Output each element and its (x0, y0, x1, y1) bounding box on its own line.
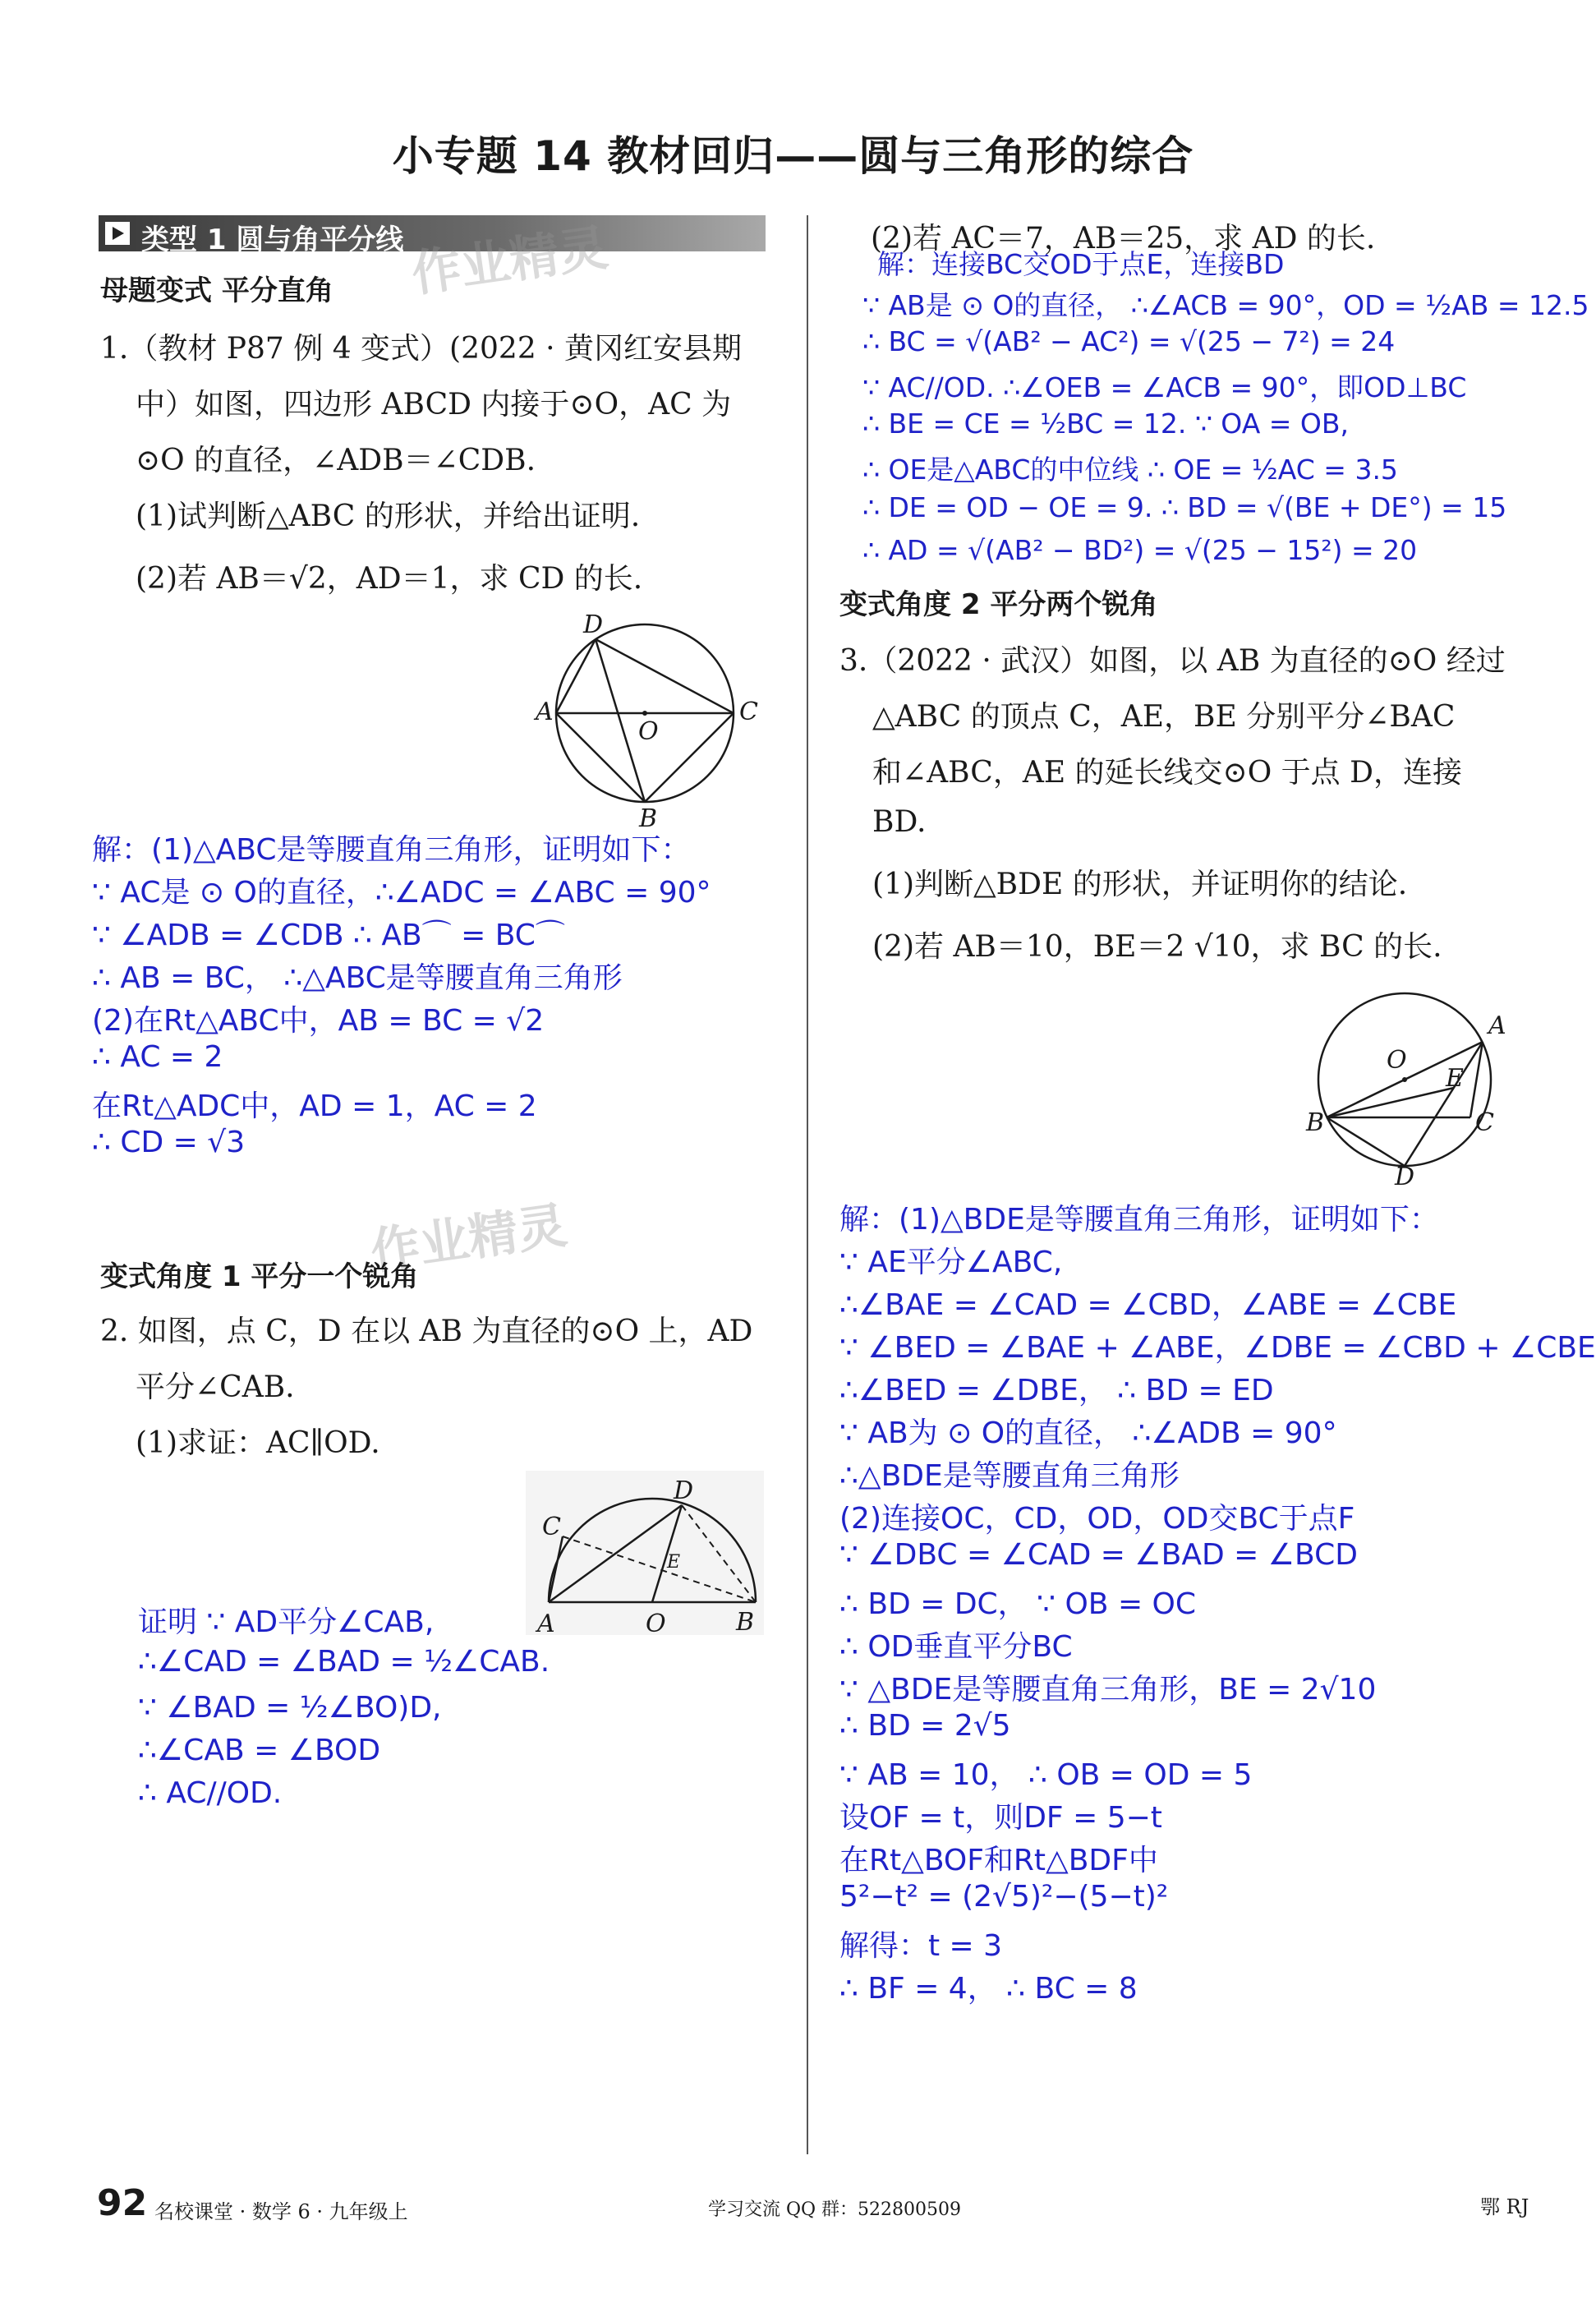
q1-solution-line: (2)在Rt△ABC中，AB = BC = √2 (92, 1004, 545, 1038)
q1-line: 1.（教材 P87 例 4 变式）(2022 · 黄冈红安县期 (100, 332, 743, 366)
subheading-1: 母题变式 平分直角 (100, 274, 333, 307)
watermark: 作业精灵 (366, 1196, 571, 1282)
q1-solution-line: ∵ ∠ADB = ∠CDB ∴ AB⌒ = BC⌒ (92, 919, 565, 952)
q3-line: 和∠ABC，AE 的延长线交⊙O 于点 D，连接 (872, 756, 1462, 790)
fig2-label: A (537, 1610, 555, 1638)
column-divider (807, 215, 808, 2154)
fig1-label: B (639, 804, 658, 833)
q2-part2-solution-line: ∴ OE是△ABC的中位线 ∴ OE = ½AC = 3.5 (862, 454, 1398, 486)
q3-solution-line: (2)连接OC，CD，OD，OD交BC于点F (839, 1502, 1355, 1536)
q2-proof-line: ∴ AC//OD. (138, 1776, 283, 1810)
q3-line: (2)若 AB＝10，BE＝2 √10，求 BC 的长. (872, 930, 1442, 964)
q3-solution-line: ∴ BD = 2√5 (839, 1709, 1011, 1743)
q3-line: (1)判断△BDE 的形状，并证明你的结论. (872, 868, 1408, 901)
page-number: 92 (97, 2182, 148, 2224)
q3-solution-line: ∴∠BED = ∠DBE， ∴ BD = ED (839, 1374, 1274, 1407)
qq-group: 学习交流 QQ 群：522800509 (708, 2199, 962, 2220)
q2-line: 2. 如图，点 C，D 在以 AB 为直径的⊙O 上，AD (100, 1315, 753, 1348)
fig2-label: E (667, 1552, 681, 1573)
q3-solution-line: ∵ AE平分∠ABC, (839, 1246, 1063, 1279)
fig3-label: O (1387, 1046, 1407, 1075)
q3-line: BD. (872, 805, 927, 839)
q2-part2-solution-line: ∴ AD = √(AB² − BD²) = √(25 − 15²) = 20 (862, 534, 1418, 566)
q2-proof-line: 证明 ∵ AD平分∠CAB, (138, 1605, 435, 1639)
fig1-label: A (536, 698, 554, 726)
q3-solution-line: ∴ BF = 4， ∴ BC = 8 (839, 1972, 1138, 2006)
figure-2 (526, 1471, 764, 1638)
q3-solution-line: ∵ AB为 ⊙ O的直径， ∴∠ADB = 90° (839, 1416, 1337, 1450)
play-icon (105, 222, 130, 245)
q2-proof-line: ∴∠CAB = ∠BOD (138, 1734, 381, 1767)
q1-line: (2)若 AB＝√2，AD＝1，求 CD 的长. (136, 562, 643, 596)
q1-solution-line: ∴ AB = BC， ∴△ABC是等腰直角三角形 (92, 961, 623, 995)
fig2-label: B (736, 1608, 755, 1637)
q1-solution-line: ∵ AC是 ⊙ O的直径，∴∠ADC = ∠ABC = 90° (92, 876, 711, 910)
q3-solution-line: ∴ BD = DC， ∵ OB = OC (839, 1587, 1197, 1621)
watermark: 作业精灵 (407, 219, 612, 304)
fig1-label: O (638, 717, 659, 746)
q3-solution-line: 在Rt△BOF和Rt△BDF中 (839, 1844, 1158, 1877)
book-title: 名校课堂 · 数学 6 · 九年级上 (154, 2200, 408, 2223)
q3-solution-line: 解：(1)△BDE是等腰直角三角形，证明如下： (839, 1203, 1439, 1237)
q1-solution-line: 在Rt△ADC中，AD = 1，AC = 2 (92, 1089, 537, 1123)
q2-part2-solution-line: ∴ DE = OD − OE = 9. ∴ BD = √(BE + DE°) = 15 (862, 491, 1507, 523)
q3-line: 3.（2022 · 武汉）如图，以 AB 为直径的⊙O 经过 (839, 644, 1506, 678)
q2-part2-solution-line: ∵ AC//OD. ∴∠OEB = ∠ACB = 90°，即OD⊥BC (862, 371, 1467, 403)
q3-solution-line: 设OF = t，则DF = 5−t (839, 1801, 1162, 1835)
q3-solution-line: 5²−t² = (2√5)²−(5−t)² (839, 1880, 1169, 1914)
figure-3 (1306, 981, 1520, 1191)
section-title: 类型 1 圆与角平分线 (141, 223, 404, 256)
figure-1 (534, 608, 758, 833)
fig2-label: O (646, 1610, 666, 1638)
q1-line: (1)试判断△ABC 的形状，并给出证明. (136, 500, 641, 533)
q2-part2: (2)若 AC＝7，AB＝25，求 AD 的长. (871, 222, 1376, 256)
fig3-label: E (1446, 1064, 1464, 1093)
fig3-label: C (1475, 1108, 1494, 1137)
q2-line: (1)求证：AC∥OD. (136, 1426, 380, 1460)
fig1-label: C (739, 698, 758, 726)
fig3-label: B (1306, 1108, 1325, 1137)
fig3-label: A (1488, 1011, 1506, 1040)
page-title: 小专题 14 教材回归——圆与三角形的综合 (392, 132, 1194, 180)
q2-part2-solution-line: ∵ AB是 ⊙ O的直径， ∴∠ACB = 90°，OD = ½AB = 12.5 (862, 289, 1589, 321)
fig3-label: D (1395, 1163, 1415, 1191)
q3-solution-line: 解得：t = 3 (839, 1929, 1003, 1963)
fig2-label: C (542, 1513, 561, 1541)
q2-proof-line: ∴∠CAD = ∠BAD = ½∠CAB. (138, 1645, 550, 1679)
q2-part2-solution-line: ∴ BE = CE = ½BC = 12. ∵ OA = OB, (862, 408, 1350, 440)
q1-line: ⊙O 的直径，∠ADB＝∠CDB. (136, 444, 536, 477)
fig2-label: D (674, 1476, 694, 1505)
subheading-3: 变式角度 2 平分两个锐角 (839, 588, 1158, 621)
q2-line: 平分∠CAB. (136, 1370, 295, 1404)
subheading-2: 变式角度 1 平分一个锐角 (100, 1260, 419, 1293)
q3-solution-line: ∵ ∠DBC = ∠CAD = ∠BAD = ∠BCD (839, 1538, 1358, 1572)
q2-proof-line: ∵ ∠BAD = ½∠BO)D, (138, 1691, 442, 1725)
q3-line: △ABC 的顶点 C，AE，BE 分别平分∠BAC (872, 700, 1456, 734)
q2-part2-solution-line: 解：连接BC交OD于点E，连接BD (877, 248, 1285, 280)
edition-label: 鄂 RJ (1480, 2195, 1529, 2218)
q1-solution-line: 解：(1)△ABC是等腰直角三角形，证明如下： (92, 833, 691, 867)
fig1-label: D (583, 610, 604, 639)
q2-part2-solution-line: ∴ BC = √(AB² − AC²) = √(25 − 7²) = 24 (862, 325, 1396, 357)
q1-solution-line: ∴ AC = 2 (92, 1040, 223, 1074)
q1-line: 中）如图，四边形 ABCD 内接于⊙O，AC 为 (136, 388, 732, 421)
q3-solution-line: ∴∠BAE = ∠CAD = ∠CBD，∠ABE = ∠CBE (839, 1288, 1457, 1322)
q3-solution-line: ∵ △BDE是等腰直角三角形，BE = 2√10 (839, 1673, 1377, 1707)
q1-solution-line: ∴ CD = √3 (92, 1126, 246, 1159)
q3-solution-line: ∴ OD垂直平分BC (839, 1630, 1073, 1664)
q3-solution-line: ∵ ∠BED = ∠BAE + ∠ABE，∠DBE = ∠CBD + ∠CBE (839, 1331, 1596, 1365)
q3-solution-line: ∵ AB = 10， ∴ OB = OD = 5 (839, 1758, 1253, 1792)
q3-solution-line: ∴△BDE是等腰直角三角形 (839, 1459, 1180, 1493)
